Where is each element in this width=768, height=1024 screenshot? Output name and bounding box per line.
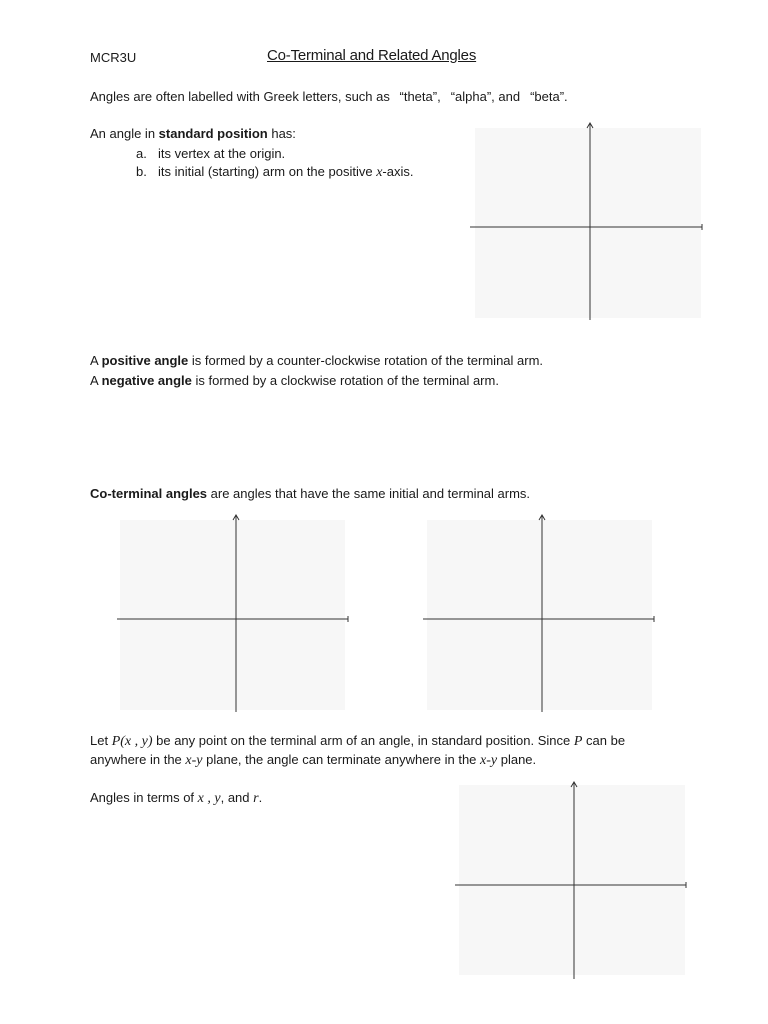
intro-sentence — [90, 89, 568, 104]
coterminal-sentence — [90, 486, 530, 501]
list-item-text: its initial (starting) arm on the positive — [158, 164, 377, 179]
page-title: Co-Terminal and Related Angles — [267, 47, 477, 64]
axes-4 — [453, 777, 693, 983]
list-item — [136, 164, 413, 181]
math-p: P — [573, 734, 583, 749]
xyr-mid: , and — [220, 790, 254, 805]
negative-angle-prefix: A — [90, 373, 102, 388]
axes-1 — [468, 118, 708, 324]
point-paragraph-line-1 — [90, 733, 625, 750]
axes-2 — [114, 510, 354, 716]
list-item-text: its vertex at the origin. — [158, 146, 286, 161]
xyr-end: . — [258, 790, 263, 805]
math-r: r — [253, 791, 259, 806]
point-line2-start: anywhere in the — [90, 752, 186, 767]
point-middle: be any point on the terminal arm of an angle, in standard position. Since — [152, 733, 574, 748]
positive-angle-prefix: A — [90, 353, 102, 368]
math-x-y-vars: x , y — [197, 791, 221, 806]
greek-theta: “theta”, — [399, 89, 441, 104]
standard-position-term: standard position — [158, 126, 268, 141]
point-paragraph-line-2 — [90, 752, 536, 769]
list-item — [136, 146, 285, 161]
math-x: x — [376, 165, 383, 180]
math-x-y: x-y — [185, 753, 203, 768]
point-line2-mid: plane, the angle can terminate anywhere in the — [202, 752, 481, 767]
list-marker: a. — [136, 146, 147, 161]
math-p: P — [111, 734, 121, 749]
course-code: MCR3U — [90, 50, 137, 65]
math-xy-pair: (x , y) — [120, 734, 153, 749]
positive-angle-rest: is formed by a counter-clockwise rotation of the terminal arm. — [188, 353, 544, 368]
xyr-sentence — [90, 790, 262, 807]
axes-3 — [420, 510, 660, 716]
xyr-start: Angles in terms of — [90, 790, 198, 805]
standard-position-lead — [90, 126, 296, 141]
negative-angle-term: negative angle — [101, 373, 192, 388]
point-end: can be — [582, 733, 626, 748]
negative-angle-rest: is formed by a clockwise rotation of the terminal arm. — [191, 373, 499, 388]
positive-angle-term: positive angle — [101, 353, 189, 368]
math-x-y: x-y — [480, 753, 498, 768]
standard-position-tail: has: — [267, 126, 296, 141]
positive-angle-sentence — [90, 353, 543, 368]
point-let: Let — [90, 733, 112, 748]
negative-angle-sentence — [90, 373, 499, 388]
greek-alpha: “alpha”, and — [450, 89, 521, 104]
point-line2-end: plane. — [497, 752, 537, 767]
greek-beta: “beta”. — [530, 89, 568, 104]
coterminal-term: Co-terminal angles — [90, 486, 208, 501]
list-marker: b. — [136, 164, 147, 179]
coterminal-rest: are angles that have the same initial and terminal arms. — [207, 486, 531, 501]
list-item-text-end: -axis. — [382, 164, 414, 179]
intro-text: Angles are often labelled with Greek letters, such as — [90, 89, 394, 104]
standard-position-lead-text: An angle in — [90, 126, 159, 141]
